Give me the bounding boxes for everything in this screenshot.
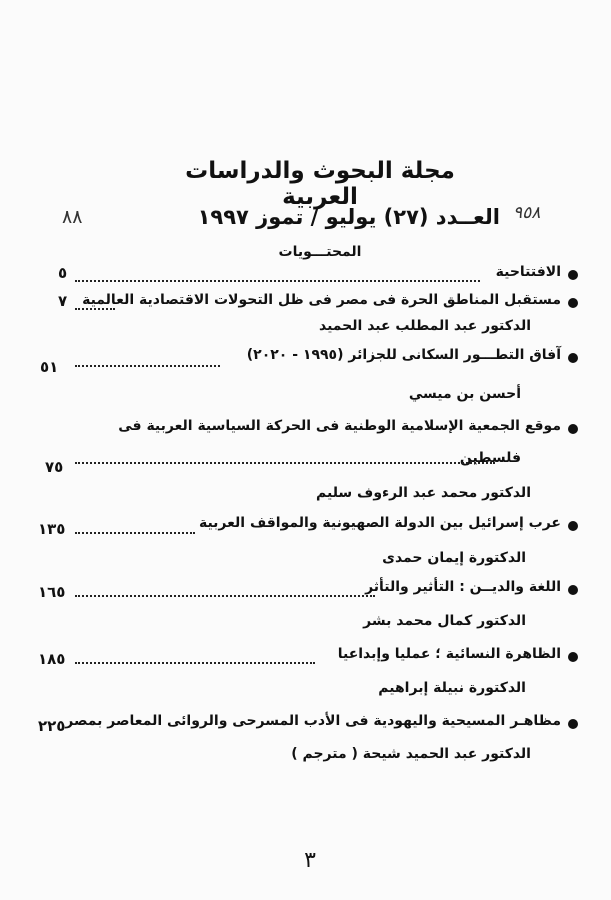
- toc-page: ١٨٥: [38, 650, 66, 668]
- toc-author: الدكتورة نبيلة إبراهيم: [378, 680, 526, 696]
- bullet-icon: [568, 298, 578, 308]
- toc-author: الدكتور عبد المطلب عبد الحميد: [318, 318, 531, 334]
- toc-title: الظاهرة النسائية ؛ عمليا وإبداعيا: [337, 646, 561, 662]
- bullet-icon: [568, 353, 578, 363]
- leader-dots: [75, 308, 115, 310]
- page-number: ٣: [304, 848, 316, 873]
- handwritten-note-right: ٩٥٨: [513, 203, 541, 223]
- toc-page: ٧٥: [45, 458, 64, 476]
- toc-title: اللغة والديــن : التأثير والتأثر: [365, 579, 561, 595]
- bullet-icon: [568, 521, 578, 531]
- toc-author: الدكتور كمال محمد بشر: [363, 613, 526, 629]
- toc-title: آفاق التطـــور السكانى للجزائر (١٩٩٥ - ٢٠٢٠): [246, 347, 561, 363]
- toc-author: الدكتور عبد الحميد شيحة ( مترجم ): [291, 746, 531, 762]
- toc-title: الافتتاحية: [495, 264, 561, 280]
- toc-title: مستقبل المناطق الحرة فى مصر فى ظل التحولات الاقتصادية العالمية: [82, 292, 561, 308]
- bullet-icon: [568, 652, 578, 662]
- toc-page: ٥١: [40, 358, 59, 376]
- leader-dots: [75, 365, 220, 367]
- toc-page: ١٦٥: [38, 583, 66, 601]
- bullet-icon: [568, 270, 578, 280]
- contents-heading: المحتـــويات: [278, 244, 362, 260]
- leader-dots: [75, 462, 495, 464]
- toc-title: عرب إسرائيل بين الدولة الصهيونية والمواقف العربية: [198, 515, 561, 531]
- leader-dots: [75, 662, 315, 664]
- bullet-icon: [568, 424, 578, 434]
- handwritten-note-left: ٨٨: [62, 206, 83, 228]
- bullet-icon: [568, 585, 578, 595]
- toc-page: ١٣٥: [38, 520, 66, 538]
- leader-dots: [75, 280, 480, 282]
- toc-title-continued: فلسطين: [459, 450, 521, 466]
- bullet-icon: [568, 719, 578, 729]
- toc-author: الدكتورة إيمان حمدى: [382, 550, 526, 566]
- toc-page: ٢٢٥: [38, 717, 66, 735]
- toc-title: مظاهـر المسيحية واليهودية فى الأدب المسرحى والروائى المعاصر بمصر: [65, 713, 561, 729]
- toc-author: الدكتور محمد عبد الرءوف سليم: [316, 485, 531, 501]
- journal-title: مجلة البحوث والدراسات العربية: [185, 158, 455, 210]
- toc-author: أحسن بن ميسي: [408, 386, 521, 402]
- toc-page: ٥: [58, 264, 68, 282]
- toc-page: ٧: [58, 292, 68, 310]
- toc-title: موقع الجمعية الإسلامية الوطنية فى الحركة السياسية العربية فى: [118, 418, 561, 434]
- leader-dots: [75, 532, 195, 534]
- issue-line: العــدد (٢٧) يوليو / تموز ١٩٩٧: [197, 205, 500, 229]
- leader-dots: [75, 595, 375, 597]
